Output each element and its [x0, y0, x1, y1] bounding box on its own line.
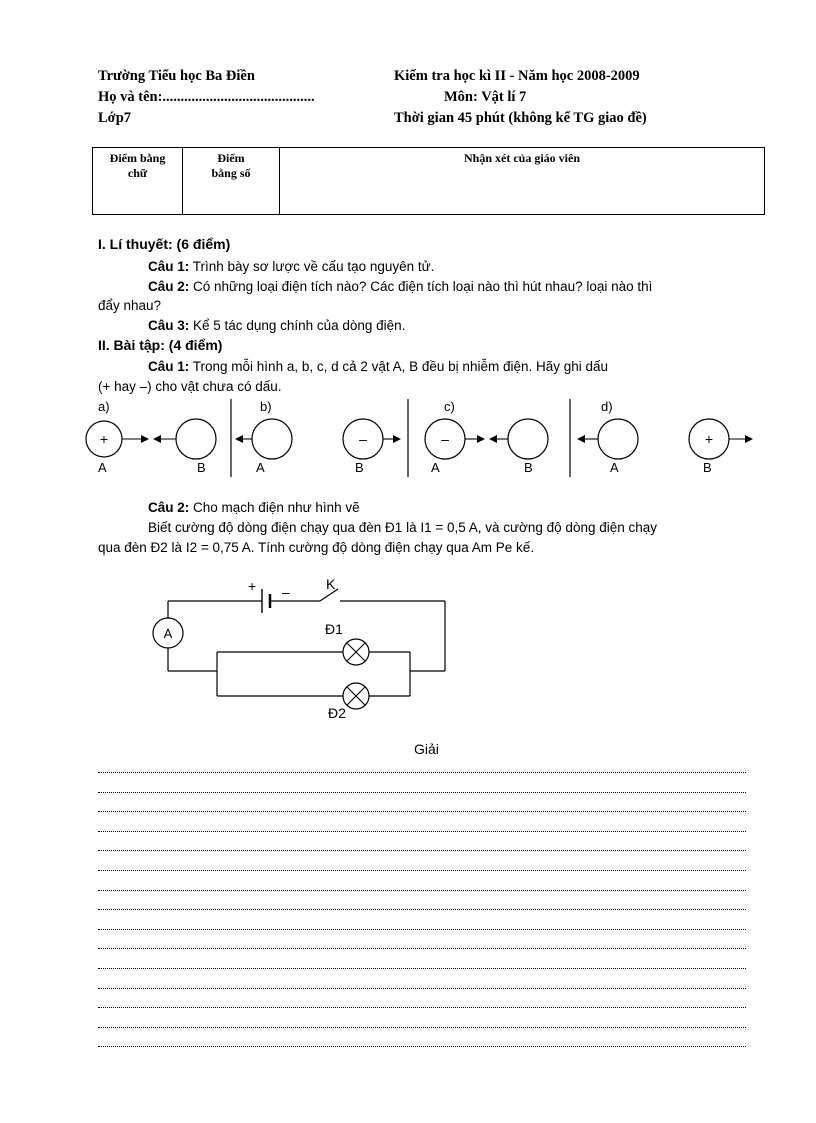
grade-in-numbers-header: Điểm bằng số	[211, 151, 251, 180]
answer-line[interactable]	[98, 946, 746, 949]
figure-b-label: b)	[260, 399, 272, 414]
answer-line[interactable]	[98, 986, 746, 989]
figure-d-name-b: B	[703, 460, 712, 475]
theory-q1-text: Trình bày sơ lược về cấu tạo nguyên tử.	[192, 259, 435, 274]
answer-line[interactable]	[98, 809, 746, 812]
arrow-head	[477, 435, 485, 443]
figure-b-object-a[interactable]	[252, 419, 292, 459]
exercise-q2-label: Câu 2:	[148, 500, 190, 515]
answer-line[interactable]	[98, 927, 746, 930]
arrow-head	[141, 435, 149, 443]
class-label: Lớp7	[98, 110, 132, 126]
answer-line[interactable]	[98, 888, 746, 891]
theory-q1	[148, 257, 434, 276]
exercise-q1-cont: (+ hay –) cho vật chưa có dấu.	[98, 379, 282, 394]
exam-time: Thời gian 45 phút (không kể TG giao đề)	[394, 110, 647, 126]
battery-plus: +	[248, 578, 257, 594]
figure-d-sign-b: +	[704, 431, 714, 447]
exam-title: Kiểm tra học kì II - Năm học 2008-2009	[394, 68, 640, 84]
arrow-head	[489, 435, 497, 443]
arrow-head	[393, 435, 401, 443]
arrow-head	[745, 435, 753, 443]
grade-in-words-cell[interactable]	[93, 148, 183, 214]
arrow-head	[153, 435, 161, 443]
figure-c-name-b: B	[524, 460, 533, 475]
figure-c-sign-a: –	[441, 431, 449, 447]
student-name-field[interactable]: Họ và tên:..........................................	[98, 89, 315, 105]
figure-a-object-b[interactable]	[176, 419, 216, 459]
theory-q3-text: Kể 5 tác dụng chính của dòng điện.	[193, 318, 406, 333]
exercise-q1	[148, 357, 608, 376]
figure-a-sign-a: +	[99, 431, 109, 447]
figure-a-name-b: B	[197, 460, 206, 475]
exercise-q1-text: Trong mỗi hình a, b, c, d cả 2 vật A, B đều bị nhiễm điện. Hãy ghi dấu	[192, 359, 609, 374]
answer-line[interactable]	[98, 770, 746, 773]
answer-line[interactable]	[98, 1005, 746, 1008]
arrow-head	[235, 435, 243, 443]
figure-d-label: d)	[601, 399, 613, 414]
lamp-1-label: Đ1	[325, 621, 343, 637]
answer-line[interactable]	[98, 848, 746, 851]
answer-line[interactable]	[98, 1044, 746, 1047]
grade-in-numbers-cell[interactable]	[183, 148, 280, 214]
exercise-q2	[148, 498, 360, 517]
exercise-q2-text: Cho mạch điện như hình vẽ	[193, 500, 360, 515]
figure-c-label: c)	[444, 399, 455, 414]
figure-c-object-b[interactable]	[508, 419, 548, 459]
theory-heading: I. Lí thuyết: (6 điểm)	[98, 236, 231, 252]
charge-figures	[0, 395, 816, 480]
grade-in-words-header: Điểm bằng chữ	[109, 151, 166, 180]
figure-d-object-a[interactable]	[598, 419, 638, 459]
theory-q2-label: Câu 2:	[148, 279, 190, 294]
answer-line[interactable]	[98, 966, 746, 969]
theory-q2	[148, 277, 652, 296]
figure-a-name-a: A	[98, 460, 107, 475]
figure-b-name-b: B	[355, 460, 364, 475]
figure-c-name-a: A	[431, 460, 440, 475]
circuit-diagram	[140, 575, 460, 725]
theory-q2-cont: đẩy nhau?	[98, 298, 162, 313]
ammeter-label: A	[163, 626, 173, 641]
answer-line[interactable]	[98, 790, 746, 793]
figure-b-name-a: A	[256, 460, 265, 475]
lamp-2-label: Đ2	[328, 705, 346, 721]
teacher-comment-cell[interactable]	[280, 148, 764, 214]
figure-d-name-a: A	[610, 460, 619, 475]
theory-q3-label: Câu 3:	[148, 318, 190, 333]
answer-line[interactable]	[98, 1025, 746, 1028]
school-name: Trường Tiểu học Ba Điền	[98, 68, 255, 84]
grade-table	[92, 147, 765, 215]
figure-a-label: a)	[98, 399, 110, 414]
exercise-q2-line2: Biết cường độ dòng điện chạy qua đèn Đ1 là I1 = 0,5 A, và cường độ dòng điện chạy	[148, 520, 658, 535]
theory-q1-label: Câu 1:	[148, 259, 190, 274]
answer-heading: Giải	[414, 741, 439, 757]
teacher-comment-header: Nhận xét của giáo viên	[463, 151, 580, 165]
battery-minus: –	[282, 584, 290, 600]
subject-label: Môn: Vật lí 7	[444, 89, 527, 105]
switch-label: K	[326, 576, 336, 592]
figure-b-sign-b: –	[359, 431, 367, 447]
exercise-q1-label: Câu 1:	[148, 359, 190, 374]
arrow-head	[577, 435, 585, 443]
answer-line[interactable]	[98, 868, 746, 871]
answer-line[interactable]	[98, 907, 746, 910]
answer-line[interactable]	[98, 829, 746, 832]
theory-q2-text: Có những loại điện tích nào? Các điện tích loại nào thì hút nhau? loại nào thì	[193, 279, 653, 294]
exercise-q2-line3: qua đèn Đ2 là I2 = 0,75 A. Tính cường độ dòng điện chạy qua Am Pe kế.	[98, 540, 535, 555]
exercises-heading: II. Bài tập: (4 điểm)	[98, 337, 223, 353]
theory-q3	[148, 316, 405, 335]
